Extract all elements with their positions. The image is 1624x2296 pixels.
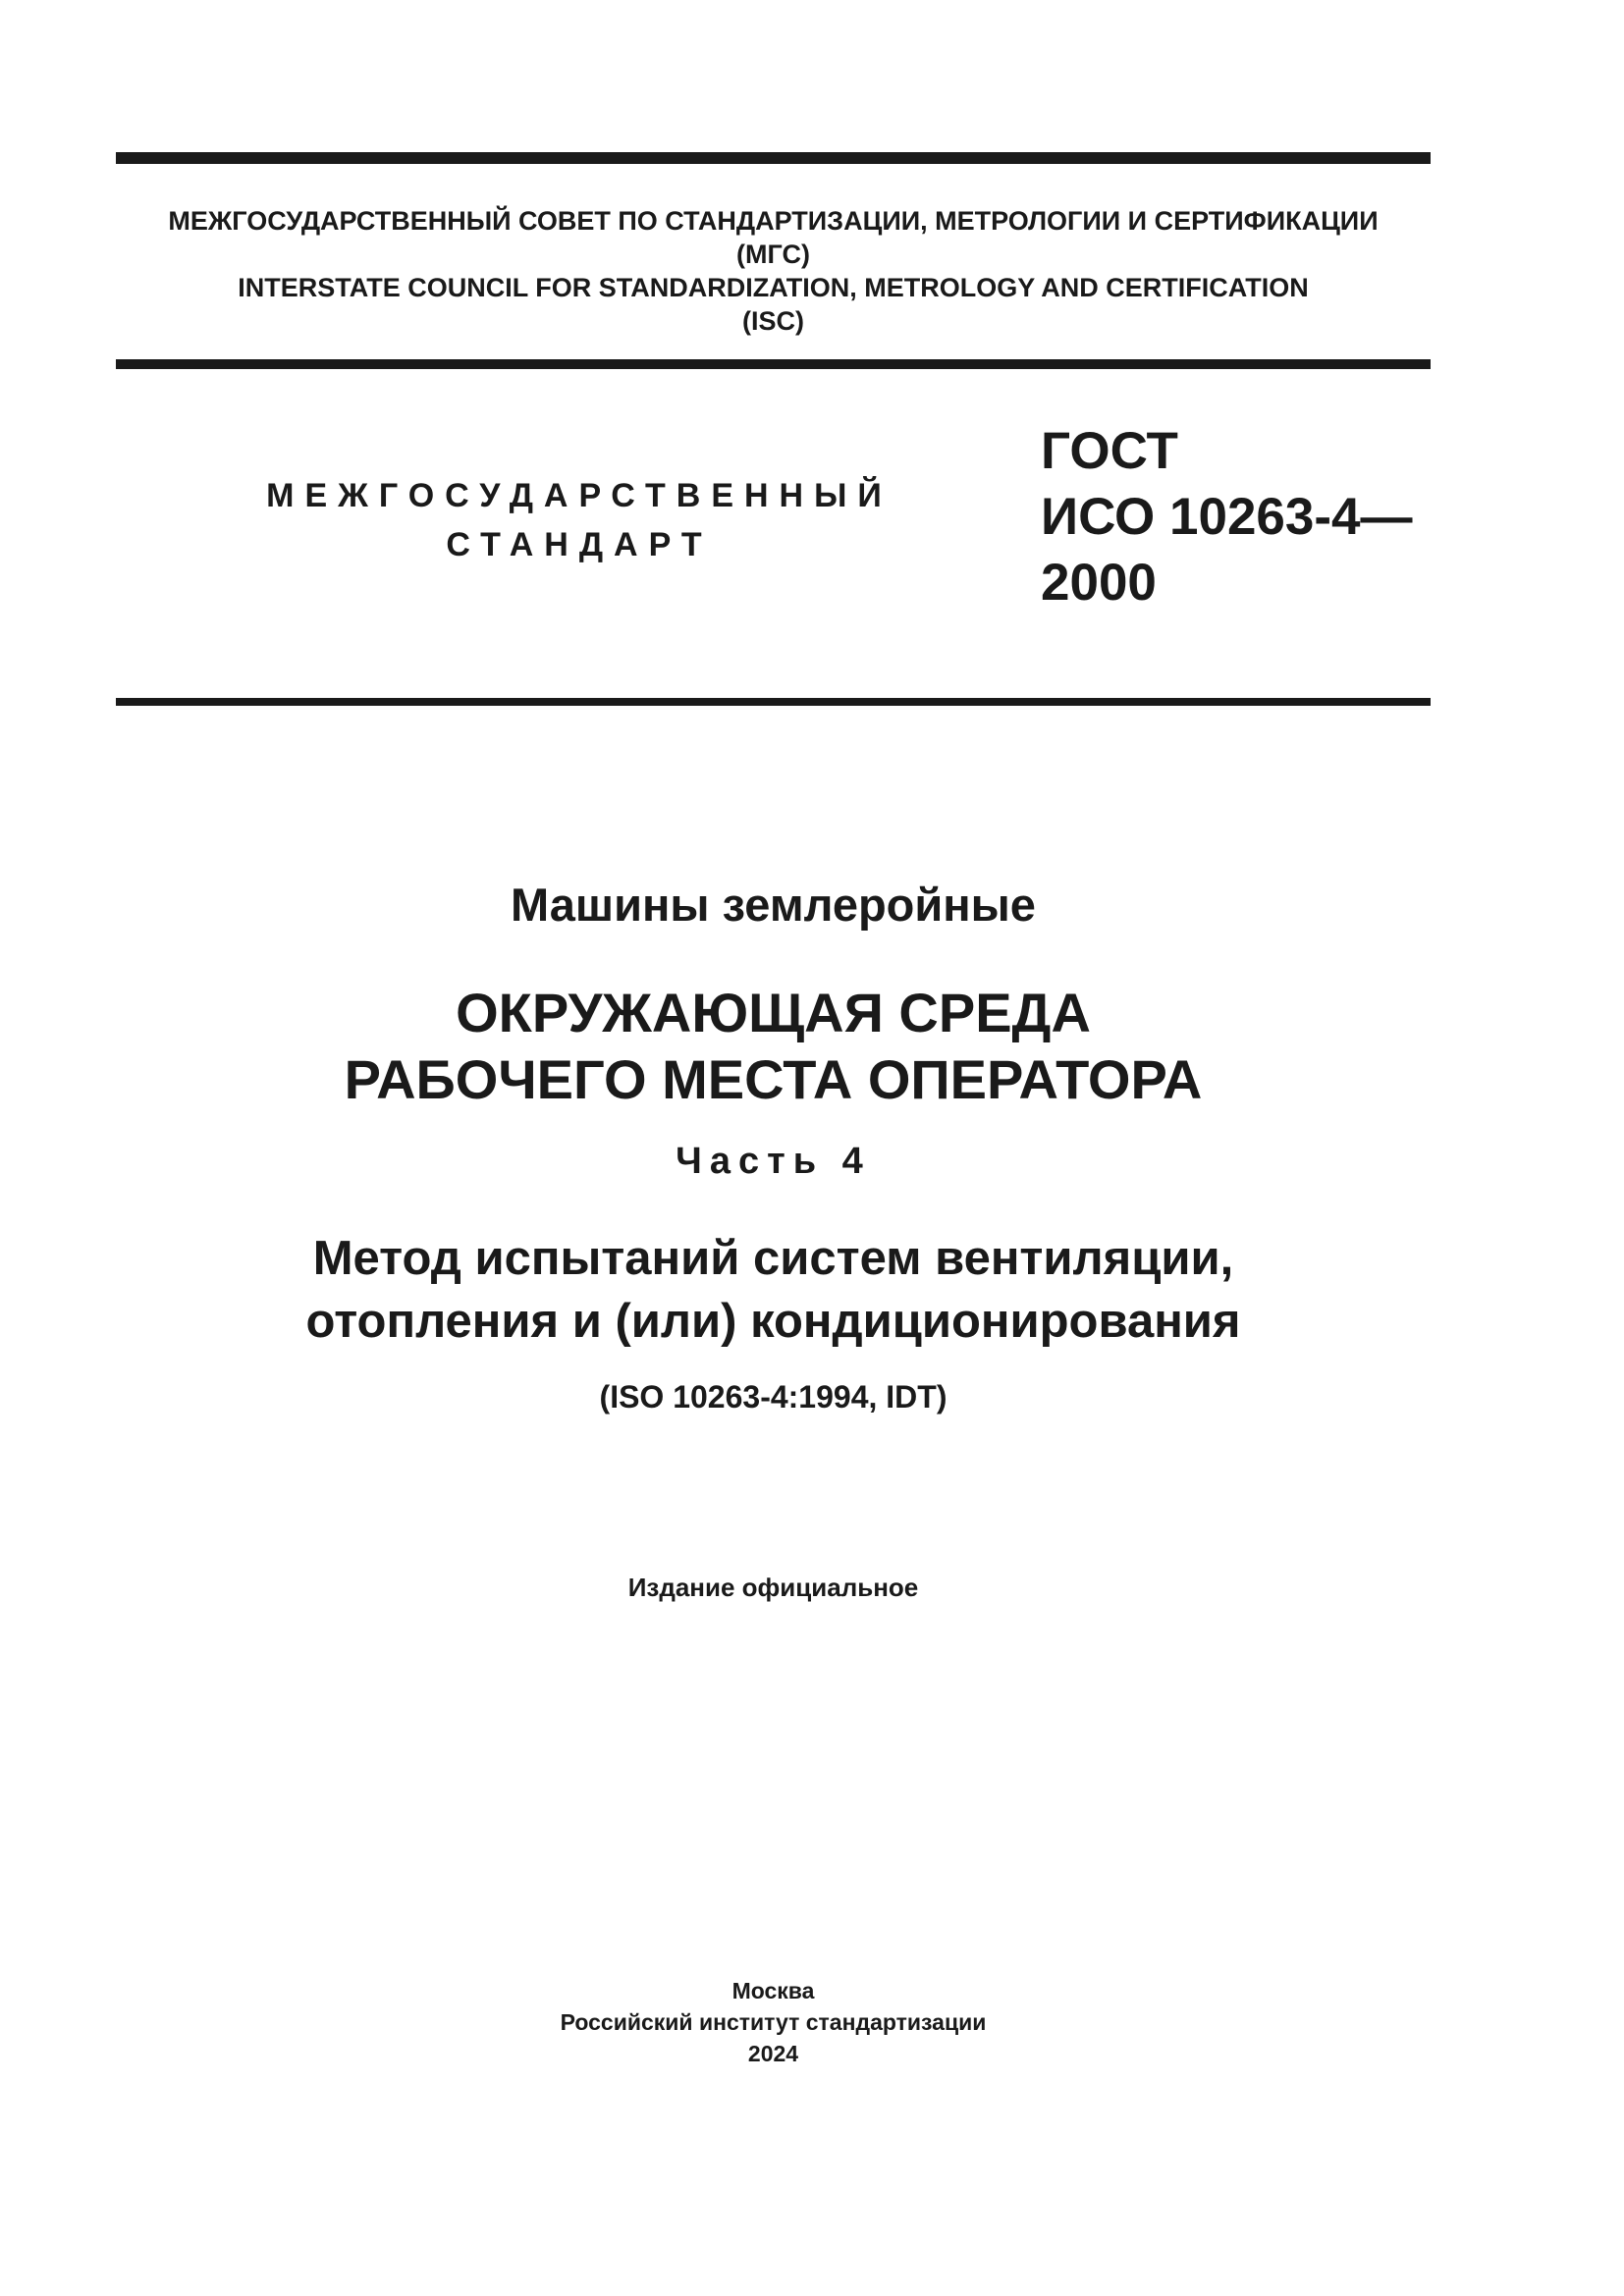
standard-type-line1: МЕЖГОСУДАРСТВЕННЫЙ [266,477,893,514]
main-title [116,980,1431,1113]
designation-line3: 2000 [1041,554,1157,612]
standard-type-label [236,471,923,569]
designation-line2: ИСО 10263-4— [1041,488,1413,546]
standard-type-line2: СТАНДАРТ [446,526,713,563]
imprint [116,1975,1431,2069]
designation-line1: ГОСТ [1041,422,1178,480]
council-abbr-ru: (МГС) [736,240,810,269]
subtitle-line1: Метод испытаний систем вентиляции, [312,1232,1234,1285]
part-label: Часть 4 [676,1141,871,1182]
imprint-publisher: Российский институт стандартизации [560,2009,987,2035]
main-title-line2: РАБОЧЕГО МЕСТА ОПЕРАТОРА [344,1048,1203,1110]
edition-label: Издание официальное [627,1573,919,1602]
top-rule [116,152,1431,164]
main-title-line1: ОКРУЖАЮЩАЯ СРЕДА [456,982,1091,1043]
bottom-rule [116,698,1431,706]
council-header [116,204,1431,338]
subtitle-line2: отопления и (или) кондиционирования [305,1295,1241,1348]
subtitle [116,1227,1431,1353]
iso-reference: (ISO 10263-4:1994, IDT) [599,1379,947,1415]
council-name-en: INTERSTATE COUNCIL FOR STANDARDIZATION, METROLOGY AND CERTIFICATION [238,273,1309,302]
standard-designation [1041,418,1413,615]
council-abbr-en: (ISC) [742,306,804,336]
middle-rule [116,359,1431,369]
imprint-year: 2024 [747,2041,799,2066]
council-name-ru: МЕЖГОСУДАРСТВЕННЫЙ СОВЕТ ПО СТАНДАРТИЗАЦИИ, МЕТРОЛОГИИ И СЕРТИФИКАЦИИ [168,206,1379,236]
title-group: Машины землеройные [511,879,1036,931]
imprint-city: Москва [731,1978,815,2003]
